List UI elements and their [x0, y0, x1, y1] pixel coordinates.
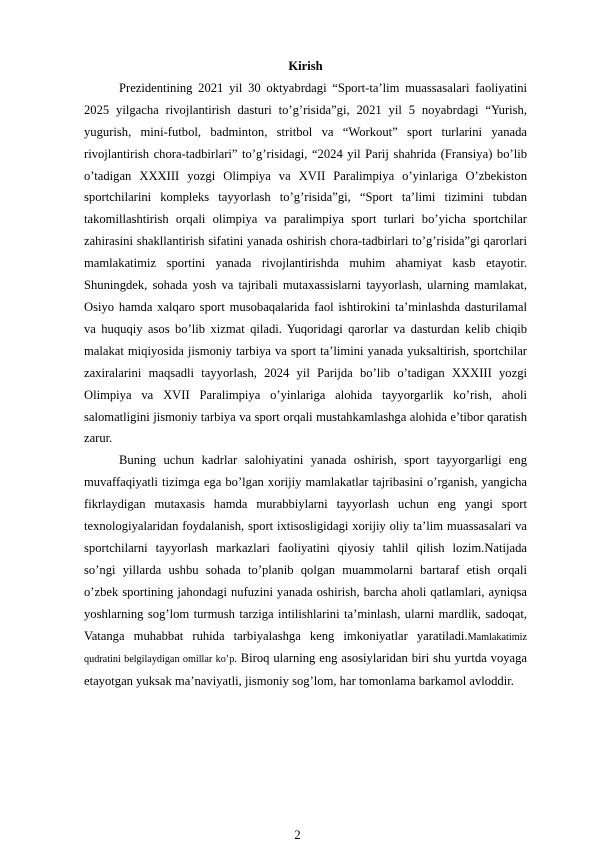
paragraph-2-end: Biroq ularning eng asosiylaridan biri shu yurtda voyaga etayotgan yuksak ma’naviyatli, jismoniy sog’lom, har tomonlama barkamol avloddir.	[84, 651, 528, 689]
paragraph-2-main: Buning uchun kadrlar salohiyatini yanada oshirish, sport tayyorgarligi eng muvaffaqiyatli tizimga ega bo’lgan xorijiy mamlakatlar tajribasini o’rganish, yangicha fikrlaydigan mutaxasis hamda murabbiylarni tayyorlash uchun eng yangi sport texnologiyalaridan foydalanish, sport ixtisosligidagi xorijiy oliy ta’lim muassasalari va sportchilarni tayyorlash markazlari faoliyatini qiyosiy tahlil qilish lozim.Natijada so’ngi yillarda ushbu sohada to’planib qolgan muammolarni bartaraf etish orqali o’zbek sportining jahondagi nufuzini yanada oshirish, barcha aholi qatlamlari, ayniqsa yoshlarning sog’lom turmush tarziga intilishlarini ta’minlash, ularni mardlik, sadoqat, Vatanga muhabbat ruhida tarbiyalashga keng imkoniyatlar yaratiladi.	[84, 453, 527, 643]
paragraph-2-small-text: Mamlakatimiz qudratini belgilaydigan omillar ko’p.	[84, 631, 527, 666]
section-title: Kirish	[288, 59, 323, 73]
paragraph-1: Prezidentining 2021 yil 30 oktyabrdagi “Sport-ta’lim muassasalari faoliyatini 2025 yilgacha rivojlantirish dasturi to’g’risida”gi, 2021 yil 5 noyabrdagi “Yurish, yugurish, mini-futbol, badminton, stritbol va “Workout” sport turlarini yanada rivojlantirish chora-tadbirlari” to’g’risidagi, “2024 yil Parij shahrida (Fransiya) bo’lib o’tadigan XXXIII yozgi Olimpiya va XVII Paralimpiya o’yinlariga O’zbekiston sportchilarini kompleks tayyorlash to’g’risida”gi, “Sport ta’limi tizimini tubdan takomillashtirish orqali olimpiya va paralimpiya sport turlari bo’yicha sportchilar zahirasini shakllantirish sifatini yanada oshirish chora-tadbirlari to’g’risida”gi qarorlari mamlakatimiz sportini yanada rivojlantirishda muhim ahamiyat kasb etayotir. Shuningdek, sohada yosh va tajribali mutaxassislarni tayyorlash, ularning mamlakat, Osiyo hamda xalqaro sport musobaqalarida faol ishtirokini ta’minlashda dasturilamal va huquqiy asos bo’lib xizmat qiladi. Yuqoridagi qarorlar va dasturdan kelib chiqib malakat miqiyosida jismoniy tarbiya va sport ta’limini yanada yuksaltirish, sportchilar zaxiralarini maqsadli tayyorlash, 2024 yil Parijda bo’lib o’tadigan XXXIII yozgi Olimpiya va XVII Paralimpiya o’yinlariga alohida tayyorgarlik ko’rish, aholi salomatligini jismoniy tarbiya va sport orqali mustahkamlashga alohida e’tibor qaratish zarur.	[84, 80, 527, 446]
paragraph-2	[84, 450, 527, 693]
document-page	[84, 56, 527, 693]
page-number: 2	[294, 828, 301, 842]
